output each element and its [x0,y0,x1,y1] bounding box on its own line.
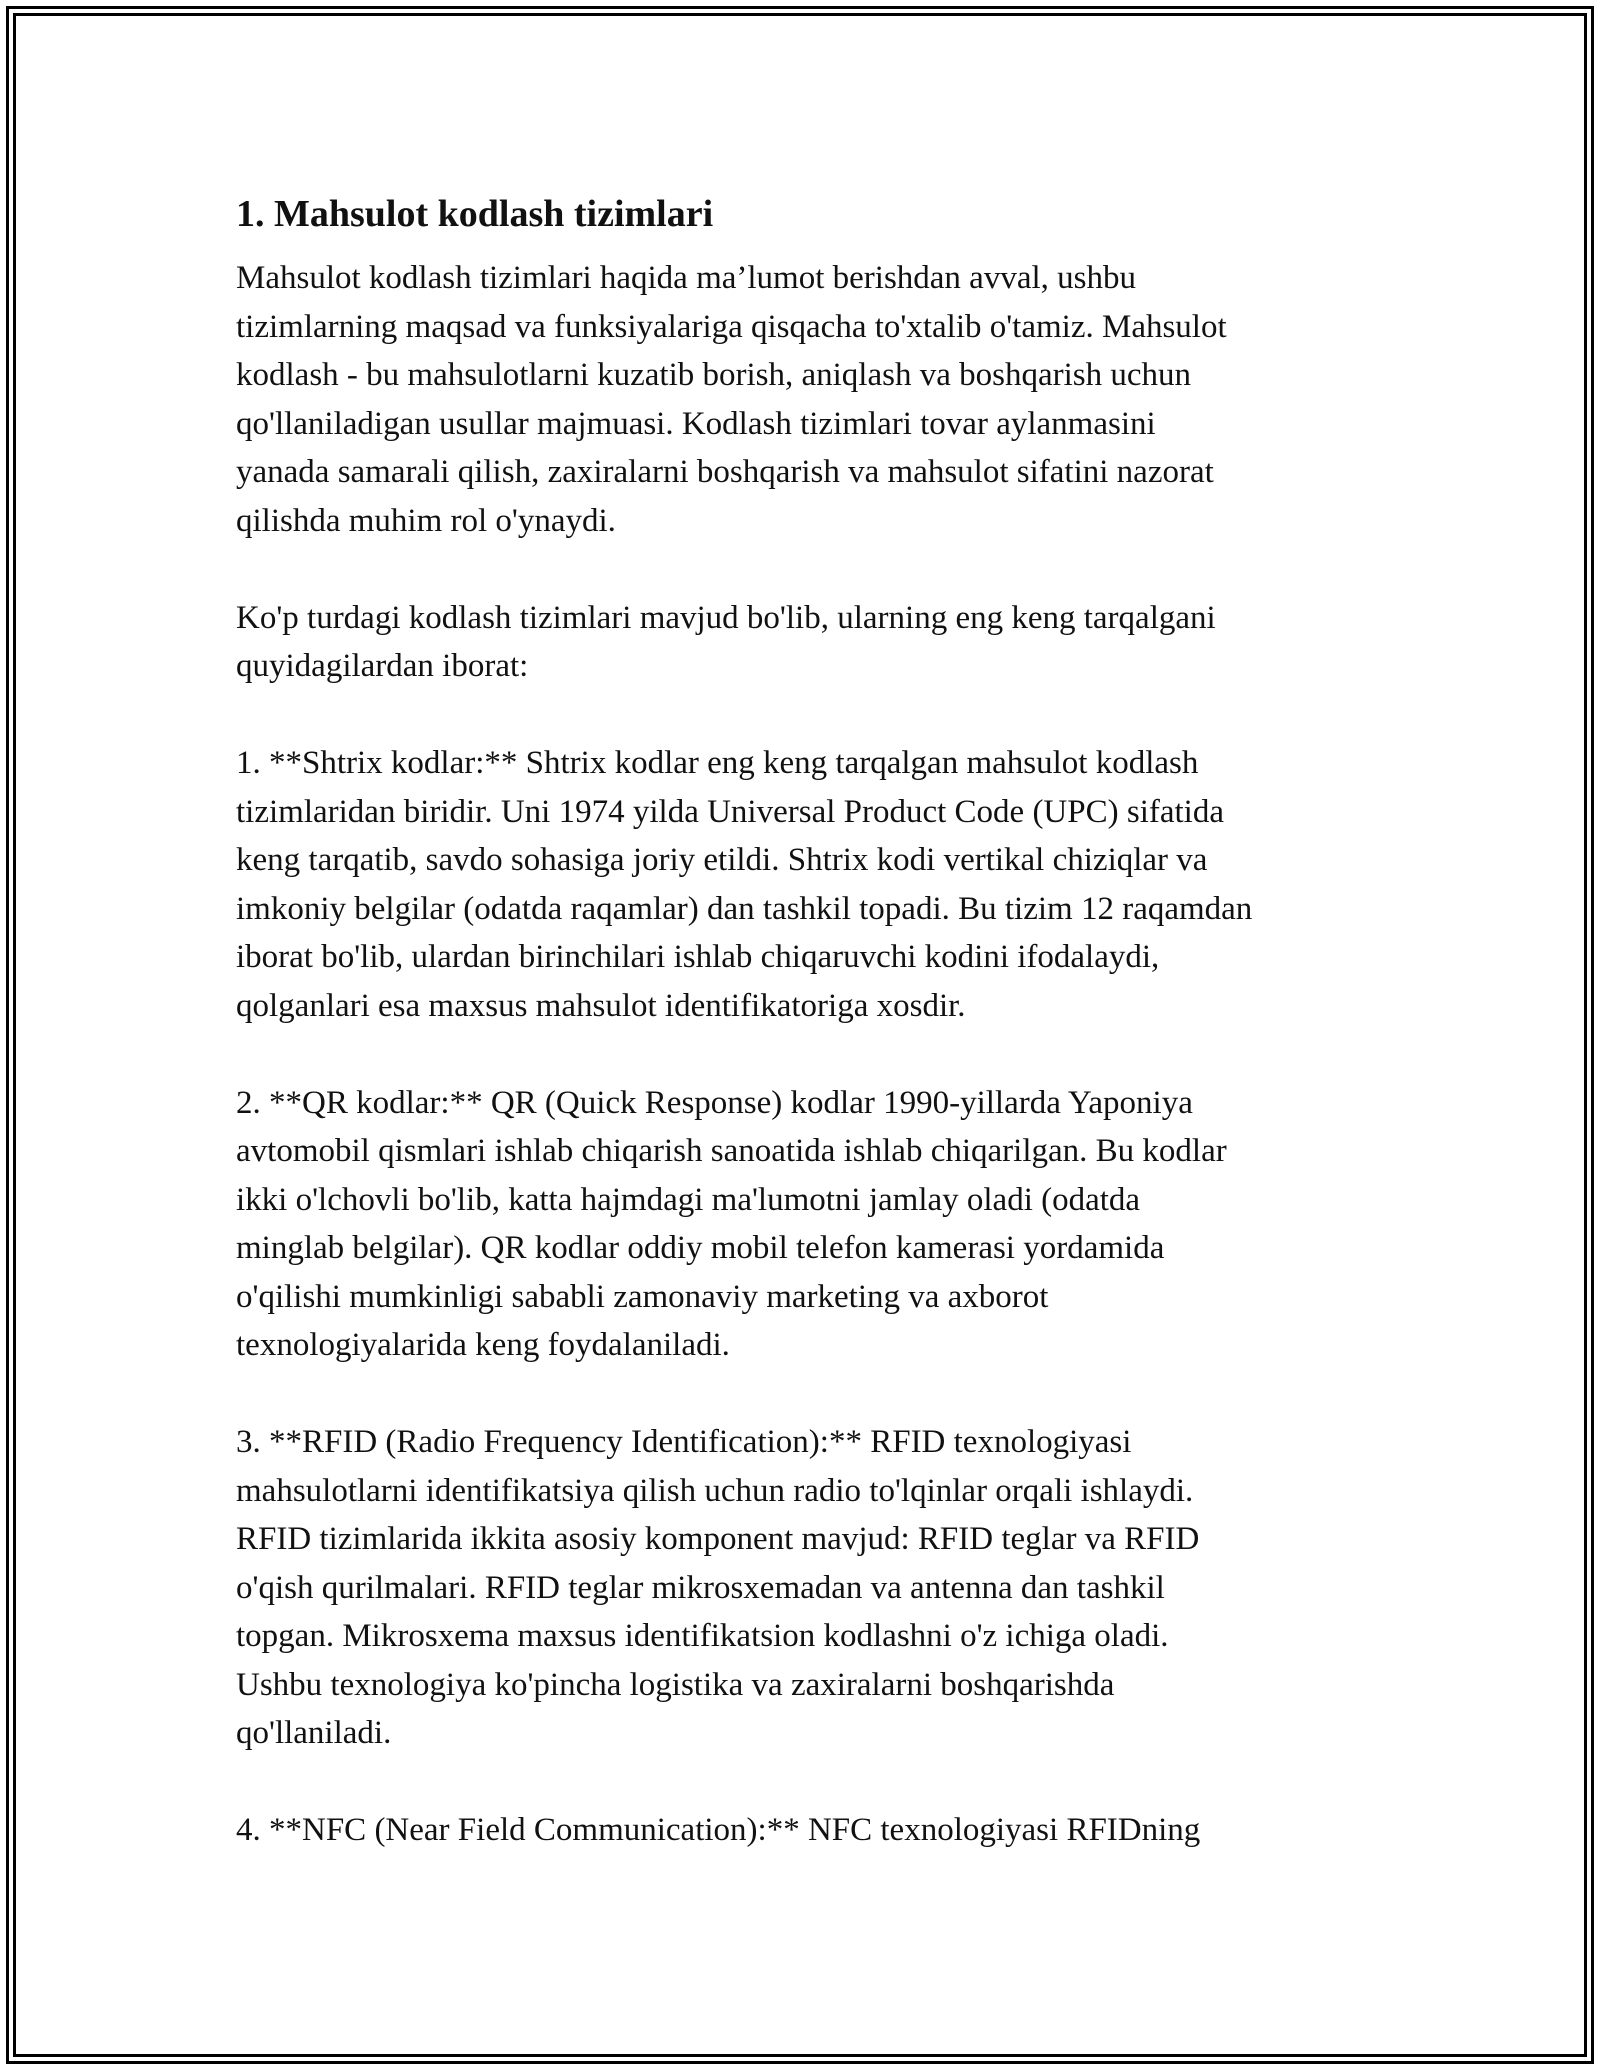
list-item-nfc: 4. **NFC (Near Field Communication):** NFC texnologiyasi RFIDning [236,1812,1201,1848]
list-item-qr-codes: 2. **QR kodlar:** QR (Quick Response) kodlar 1990-yillarda Yaponiya avtomobil qismlari ishlab chiqarish sanoatida ishlab chiqarilgan. Bu kodlar ikki o'lchovli bo'lib, katta hajmdagi ma'lumotni jamlay oladi (odatda minglab belgilar). QR kodlar oddiy mobil telefon kamerasi yordamida o'qilishi mumkinligi sababli zamonaviy marketing va axborot texnologiyalarida keng foydalaniladi. [236,1084,1227,1363]
paragraph-spacer [236,691,1386,740]
paragraph-spacer [236,1758,1386,1807]
paragraph-spacer [236,1370,1386,1419]
paragraph-intro: Mahsulot kodlash tizimlari haqida ma’lumot berishdan avval, ushbu tizimlarning maqsad va funksiyalariga qisqacha to'xtalib o'tamiz. Mahsulot kodlash - bu mahsulotlarni kuzatib borish, aniqlash va boshqarish uchun qo'llaniladigan usullar majmuasi. Kodlash tizimlari tovar aylanmasini yanada samarali qilish, zaxiralarni boshqarish va mahsulot sifatini nazorat qilishda muhim rol o'ynaydi. [236,260,1227,539]
paragraph-spacer [236,545,1386,594]
paragraph-types-intro: Ko'p turdagi kodlash tizimlari mavjud bo'lib, ularning eng keng tarqalgani quyidagilardan iborat: [236,599,1216,684]
document-body [236,186,1386,1855]
list-item-rfid: 3. **RFID (Radio Frequency Identification):** RFID texnologiyasi mahsulotlarni identifikatsiya qilish uchun radio to'lqinlar orqali ishlaydi. RFID tizimlarida ikkita asosiy komponent mavjud: RFID teglar va RFID o'qish qurilmalari. RFID teglar mikrosxemadan va antenna dan tashkil topgan. Mikrosxema maxsus identifikatsion kodlashni o'z ichiga oladi. Ushbu texnologiya ko'pincha logistika va zaxiralarni boshqarishda qo'llaniladi. [236,1424,1200,1751]
list-item-barcodes: 1. **Shtrix kodlar:** Shtrix kodlar eng keng tarqalgan mahsulot kodlash tizimlaridan biridir. Uni 1974 yilda Universal Product Code (UPC) sifatida keng tarqatib, savdo sohasiga joriy etildi. Shtrix kodi vertikal chiziqlar va imkoniy belgilar (odatda raqamlar) dan tashkil topadi. Bu tizim 12 raqamdan iborat bo'lib, ulardan birinchilari ishlab chiqaruvchi kodini ifodalaydi, qolganlari esa maxsus mahsulot identifikatoriga xosdir. [236,745,1253,1024]
paragraph-spacer [236,1030,1386,1079]
section-heading: 1. Mahsulot kodlash tizimlari [236,193,714,235]
